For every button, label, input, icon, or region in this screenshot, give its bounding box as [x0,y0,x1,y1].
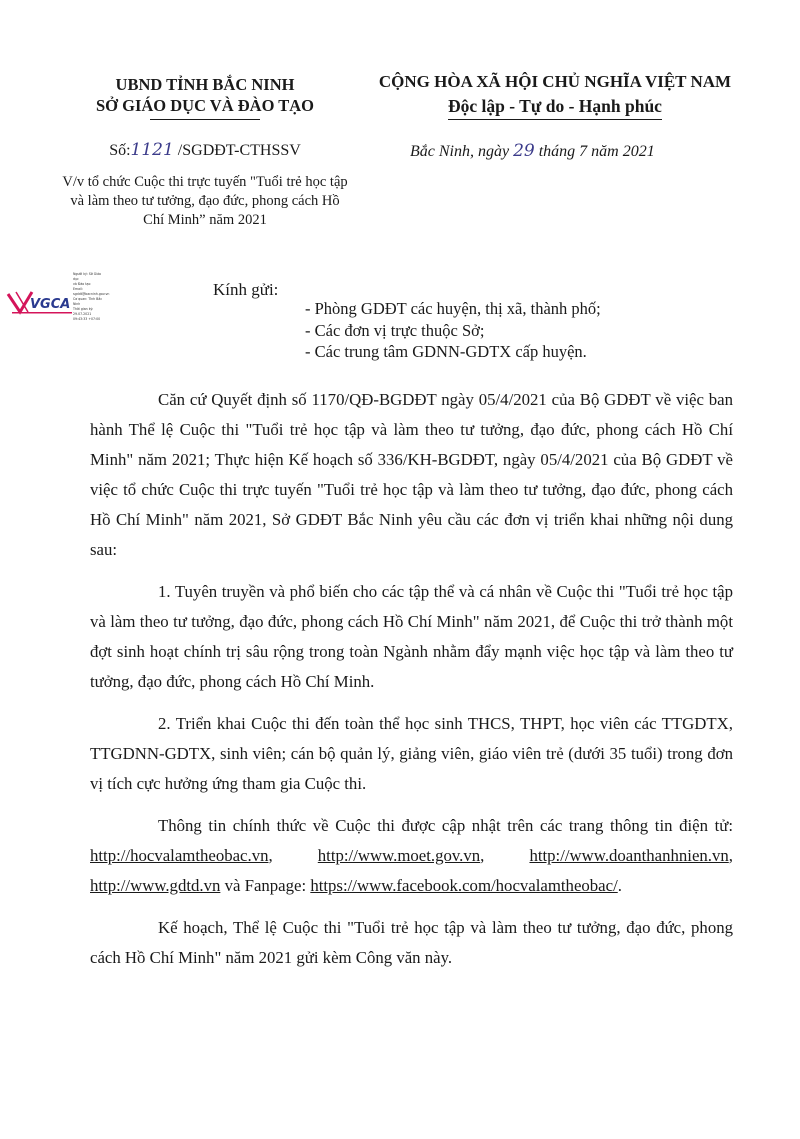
paragraph-links: Thông tin chính thức về Cuộc thi được cập nhật trên các trang thông tin điện tử: http://hocvalamtheobac.vn, http://www.moet.gov.vn, http://www.doanthanhnien.vn, http://www.gdtd.vn và Fanpage: https://www.facebook.com/hocvalamtheobac/. [90,816,733,895]
paragraph-attachment: Kế hoạch, Thể lệ Cuộc thi "Tuổi trẻ học tập và làm theo tư tưởng, đạo đức, phong cách Hồ Chí Minh" năm 2021 gửi kèm Công văn này. [90,918,733,967]
paragraph-item-2: 2. Triển khai Cuộc thi đến toàn thể học sinh THCS, THPT, học viên các TTGDTX, TTGDNN-GDTX, sinh viên; cán bộ quản lý, giảng viên, giáo viên trẻ (dưới 35 tuổi) trong đơn vị tích cực hưởng ứng tham gia Cuộc thi. [90,714,733,793]
place-date: Bắc Ninh, ngày 29 tháng 7 năm 2021 [410,141,655,161]
department-name: SỞ GIÁO DỤC VÀ ĐÀO TẠO [95,96,315,115]
issuing-authority [60,74,350,116]
recipient-item: - Phòng GDĐT các huyện, thị xã, thành phố; [305,299,601,318]
paragraph-item-1: 1. Tuyên truyền và phổ biến cho các tập thể và cá nhân về Cuộc thi "Tuổi trẻ học tập và làm theo tư tưởng, đạo đức, phong cách Hồ Chí Minh" năm 2021, để Cuộc thi trở thành một đợt sinh hoạt chính trị sâu rộng trong toàn Ngành nhằm đẩy mạnh việc học tập và làm theo tư tưởng, đạo đức, phong cách Hồ Chí Minh. [90,582,733,691]
vgca-logo-icon [6,288,76,318]
recipient-list [305,298,601,363]
link-facebook-fanpage[interactable]: https://www.facebook.com/hocvalamtheobac/ [310,876,618,895]
link-doanthanhnien[interactable]: http://www.doanthanhnien.vn [529,846,729,865]
link-hocvalamtheobac[interactable]: http://hocvalamtheobac.vn [90,846,269,865]
document-number: Số:1121 /SGDĐT-CTHSSV [109,140,301,160]
recipient-item: - Các trung tâm GDNN-GDTX cấp huyện. [305,342,587,361]
link-moet[interactable]: http://www.moet.gov.vn [317,846,481,865]
recipient-item: - Các đơn vị trực thuộc Sở; [305,320,485,340]
handwritten-number: 1121 [130,140,174,160]
national-title [355,70,755,120]
national-motto: Độc lập - Tự do - Hạnh phúc [448,94,662,120]
document-subject: V/v tổ chức Cuộc thi trực tuyến "Tuổi trẻ học tập và làm theo tư tưởng, đạo đức, phong cách Hồ Chí Minh” năm 2021 [62,174,348,228]
header-divider [150,119,260,120]
signature-details: Người ký: Sở Giáo dục và Đào tạo Email: sgddt@bacninh.gov.vn Cơ quan: Tỉnh Bắc Ninh Thời gian ký: 29.07.2021 09:43:33 +07:00 [73,272,110,321]
nation-name: CỘNG HÒA XÃ HỘI CHỦ NGHĨA VIỆT NAM [378,72,732,91]
paragraph-basis: Căn cứ Quyết định số 1170/QĐ-BGDĐT ngày 05/4/2021 của Bộ GDĐT về việc ban hành Thể lệ Cuộc thi "Tuổi trẻ học tập và làm theo tư tưởng, đạo đức, phong cách Hồ Chí Minh" năm 2021; Thực hiện Kế hoạch số 336/KH-BGDĐT, ngày 05/4/2021 của Bộ GDĐT về việc tổ chức Cuộc thi trực tuyến "Tuổi trẻ học tập và làm theo tư tưởng, đạo đức, phong cách Hồ Chí Minh" năm 2021, Sở GDĐT Bắc Ninh yêu cầu các đơn vị triển khai những nội dung sau: [90,390,733,559]
link-gdtd[interactable]: http://www.gdtd.vn [90,876,221,895]
handwritten-day: 29 [513,141,535,161]
digital-signature-stamp [6,272,110,337]
svg-text:VGCA: VGCA [30,297,71,312]
document-body [90,385,733,985]
greeting: Kính gửi: [213,280,279,299]
province-committee: UBND TỈNH BẮC NINH [115,75,295,94]
